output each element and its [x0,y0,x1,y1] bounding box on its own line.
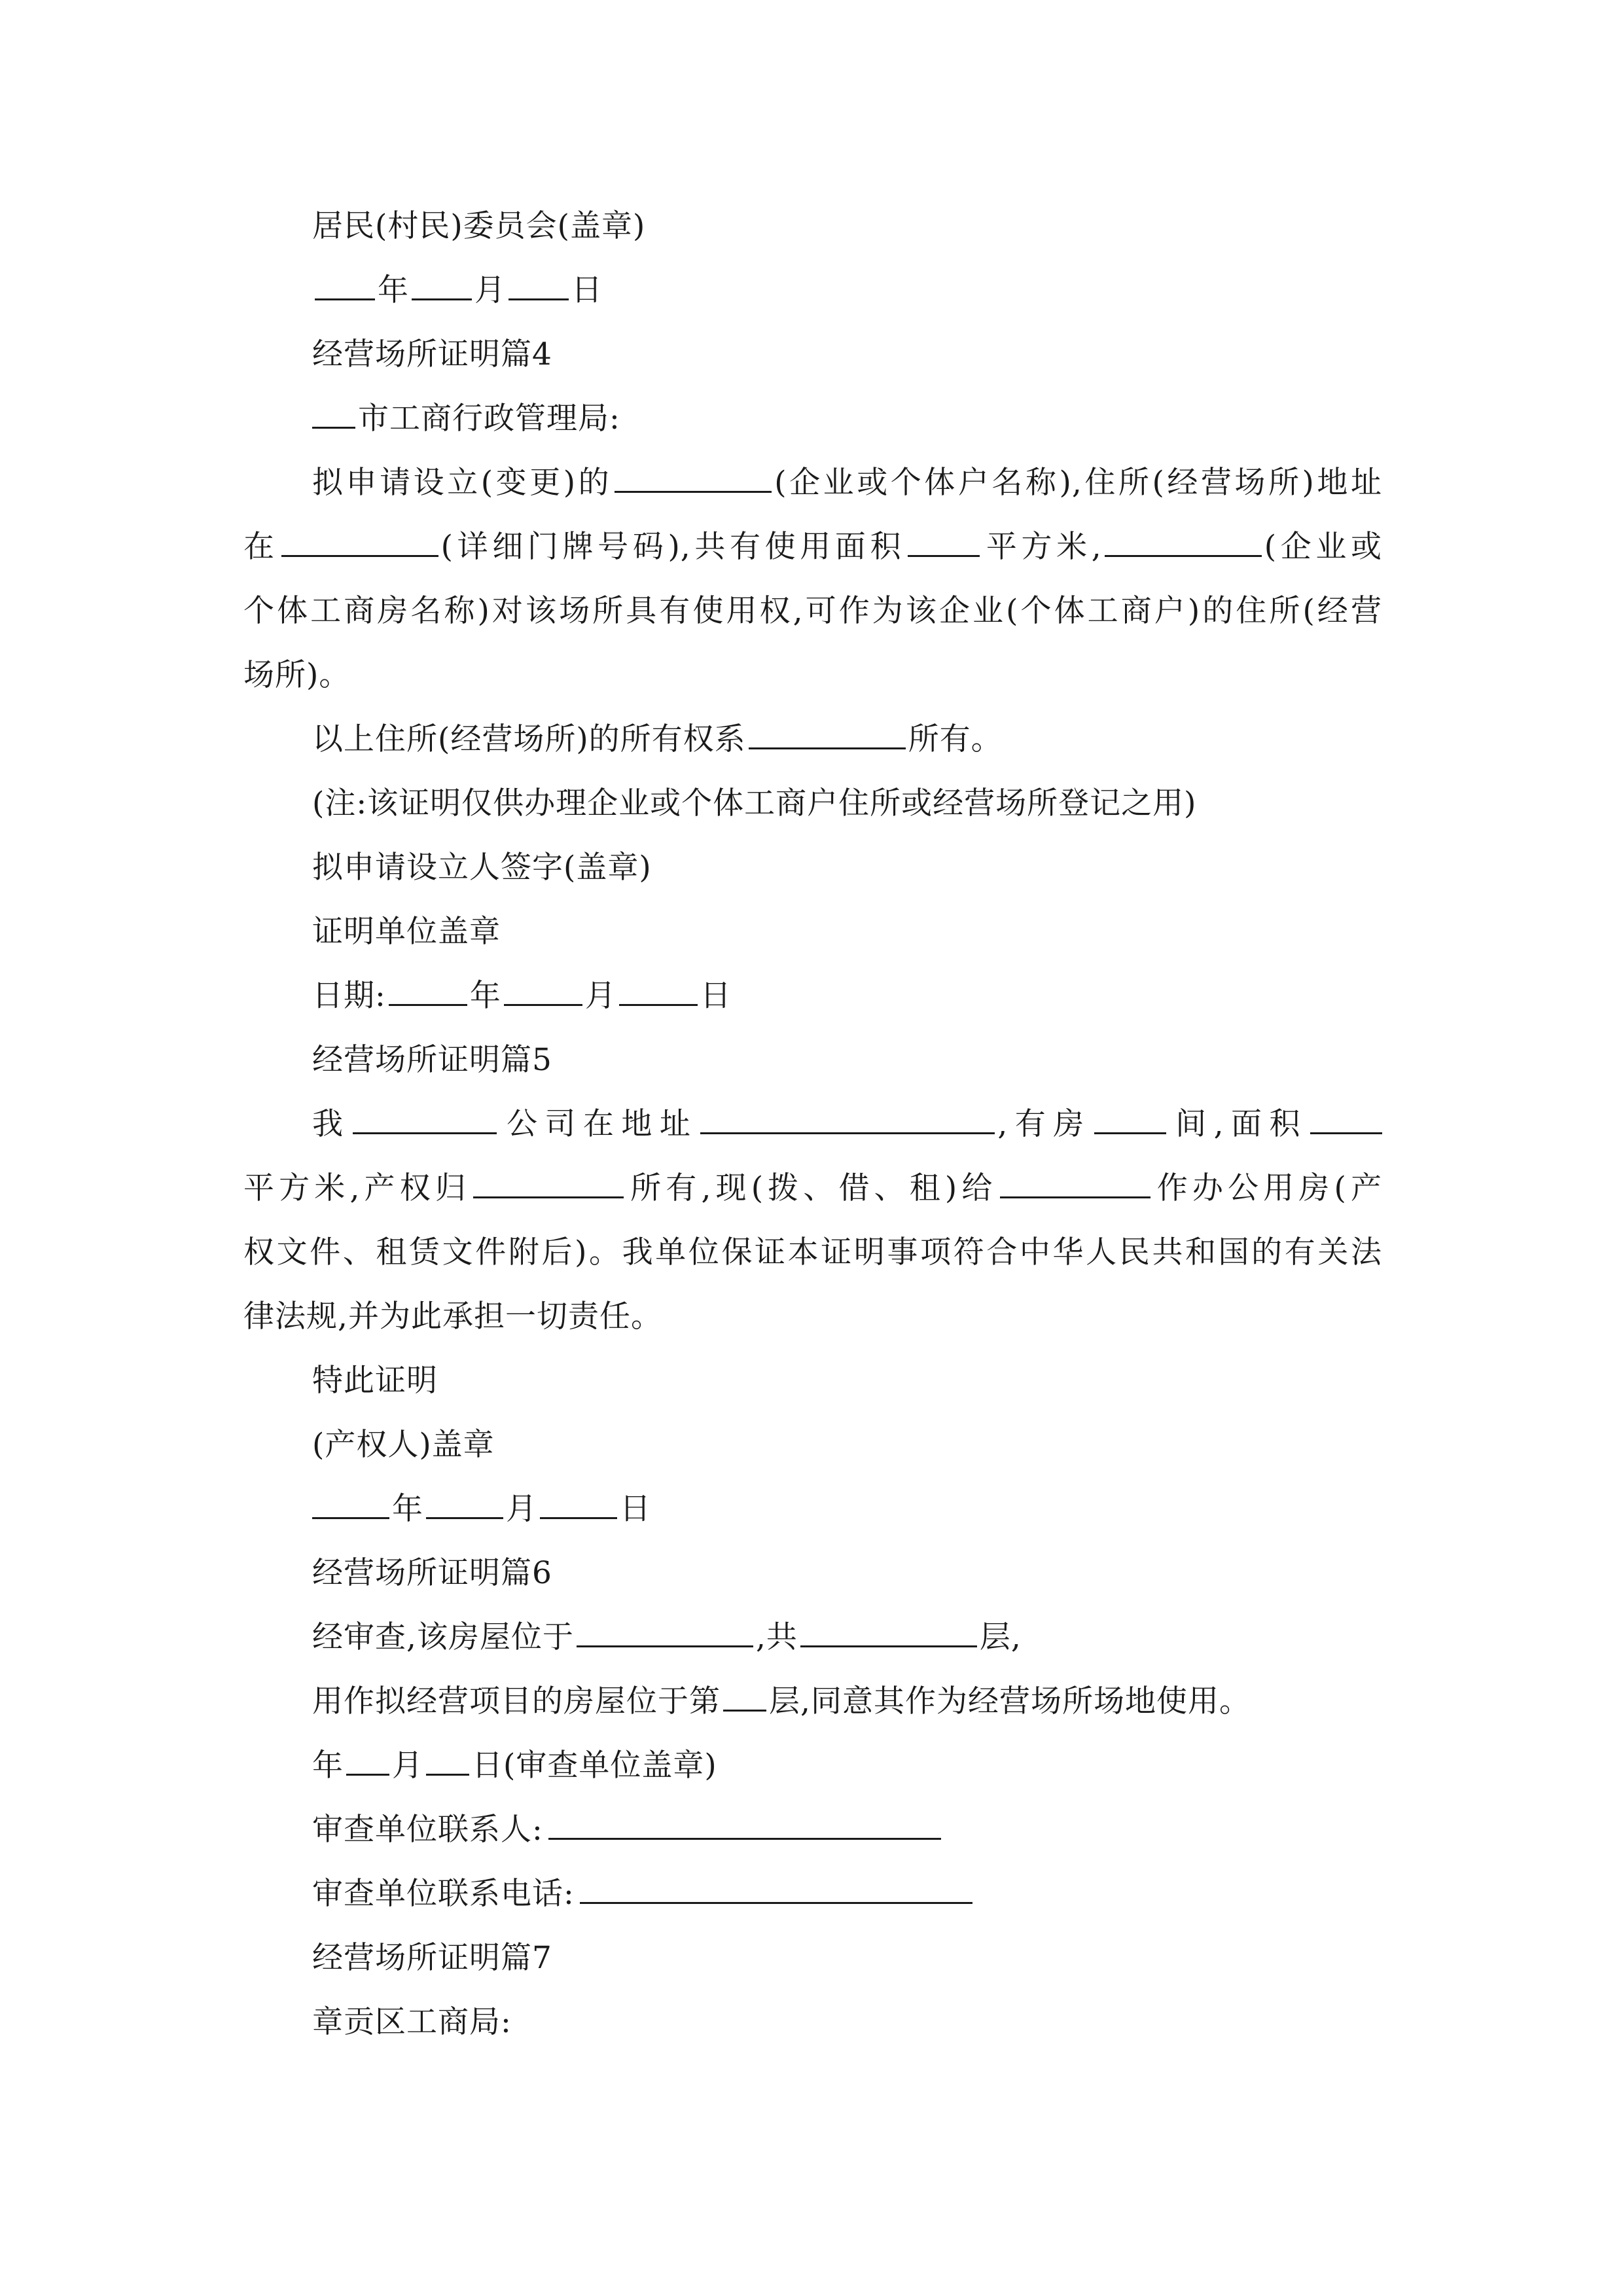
contact-phone-label: 审查单位联系电话: [312,1876,575,1912]
recipient-blank[interactable] [1000,1165,1150,1198]
date-line-4 [312,1742,1382,1789]
addressee-label: 市工商行政管理局: [358,401,620,437]
contact-person-label: 审查单位联系人: [312,1812,543,1848]
company-blank[interactable] [353,1101,497,1134]
text-fragment: 以上住所(经营场所)的所有权系 [312,721,746,757]
paragraph-line [243,524,1382,571]
village-committee-seal: 居民(村民)委员会(盖章) [312,208,646,244]
day-label: 日 [700,978,732,1014]
month-blank[interactable] [346,1742,389,1776]
text-fragment: 平方米,产权归 [243,1170,471,1206]
text-fragment: 我 [312,1106,351,1142]
text-fragment: 用作拟经营项目的房屋位于第 [312,1683,721,1719]
addressee-line-7: 章贡区工商局: [312,2004,512,2040]
ownership-blank[interactable] [749,716,906,749]
text-fragment: (详细门牌号码),共有使用面积 [440,529,906,565]
text-fragment: 平方米, [982,529,1102,565]
month-label: 月 [584,978,616,1014]
month-blank[interactable] [412,267,472,300]
note-line: (注:该证明仅供办理企业或个体工商户住所或经营场所登记之用) [312,785,1197,821]
contact-phone-line [312,1871,1382,1918]
paragraph-line: 律法规,并为此承担一切责任。 [243,1299,662,1335]
area-blank[interactable] [1310,1101,1382,1134]
date-label: 日期: [312,978,386,1014]
certifying-unit-seal: 证明单位盖章 [312,914,501,950]
text-fragment: ,共 [755,1619,798,1655]
text-fragment: 拟申请设立(变更)的 [312,465,613,501]
text-fragment: (企业或个体户名称),住所(经营场所)地址 [774,465,1382,501]
day-blank[interactable] [426,1742,469,1776]
year-blank[interactable] [312,1486,389,1519]
month-label: 月 [474,272,506,308]
contact-phone-blank[interactable] [580,1871,972,1904]
section-heading-5: 经营场所证明篇5 [312,1042,552,1078]
section-heading-7: 经营场所证明篇7 [312,1940,552,1976]
day-label: 日(审查单位盖章) [472,1748,717,1784]
month-label: 月 [506,1491,537,1527]
review-line [312,1614,1382,1661]
addressee-line [312,395,1382,442]
date-line-2 [312,973,1382,1020]
city-blank[interactable] [312,395,355,429]
text-fragment: 所有,现(拨、借、租)给 [626,1170,997,1206]
text-fragment: ,有房 [997,1106,1092,1142]
text-fragment: 公司在地址 [499,1106,698,1142]
enterprise-name-blank[interactable] [615,459,772,493]
day-label: 日 [620,1491,651,1527]
floors-blank[interactable] [800,1614,977,1647]
contact-person-line [312,1806,1382,1854]
paragraph-line [243,1165,1382,1212]
text-fragment: 层,同意其作为经营场所场地使用。 [769,1683,1251,1719]
text-fragment: 作办公用房(产 [1152,1170,1382,1206]
section-heading-4: 经营场所证明篇4 [312,336,552,372]
day-blank[interactable] [508,267,569,300]
paragraph-line [312,459,1382,507]
date-line-3 [312,1486,1382,1533]
year-blank[interactable] [315,267,375,300]
year-label: 年 [312,1748,344,1784]
applicant-signature-line: 拟申请设立人签字(盖章) [312,850,652,886]
owner-name-blank[interactable] [1105,524,1262,557]
text-fragment: 所有。 [908,721,1003,757]
text-fragment: 层, [979,1619,1022,1655]
floor-blank[interactable] [723,1678,766,1712]
area-blank[interactable] [908,524,980,557]
text-fragment: (企业或 [1264,529,1382,565]
year-label: 年 [469,978,501,1014]
text-fragment: 间,面积 [1168,1106,1308,1142]
date-line-1 [312,267,1382,314]
owner-blank[interactable] [473,1165,624,1198]
owner-seal-line: (产权人)盖章 [312,1427,495,1463]
paragraph-line [312,1101,1382,1148]
month-blank[interactable] [426,1486,503,1519]
day-label: 日 [571,272,603,308]
year-label: 年 [392,1491,423,1527]
text-fragment: 经审查,该房屋位于 [312,1619,574,1655]
contact-person-blank[interactable] [548,1806,941,1840]
paragraph-line: 权文件、租赁文件附后)。我单位保证本证明事项符合中华人民共和国的有关法 [243,1234,1382,1270]
day-blank[interactable] [619,973,698,1006]
address-blank[interactable] [281,524,438,557]
address-blank[interactable] [700,1101,995,1134]
rooms-blank[interactable] [1094,1101,1166,1134]
month-blank[interactable] [504,973,582,1006]
ownership-line [312,716,1382,763]
section-heading-6: 经营场所证明篇6 [312,1555,552,1591]
paragraph-line: 个体工商房名称)对该场所具有使用权,可作为该企业(个体工商户)的住所(经营 [243,593,1382,629]
year-blank[interactable] [389,973,467,1006]
day-blank[interactable] [540,1486,617,1519]
certification-statement: 特此证明 [312,1363,438,1399]
year-label: 年 [378,272,409,308]
usage-line [312,1678,1382,1725]
text-fragment: 在 [243,529,279,565]
month-label: 月 [392,1748,423,1784]
location-blank[interactable] [577,1614,753,1647]
paragraph-line: 场所)。 [243,657,351,693]
